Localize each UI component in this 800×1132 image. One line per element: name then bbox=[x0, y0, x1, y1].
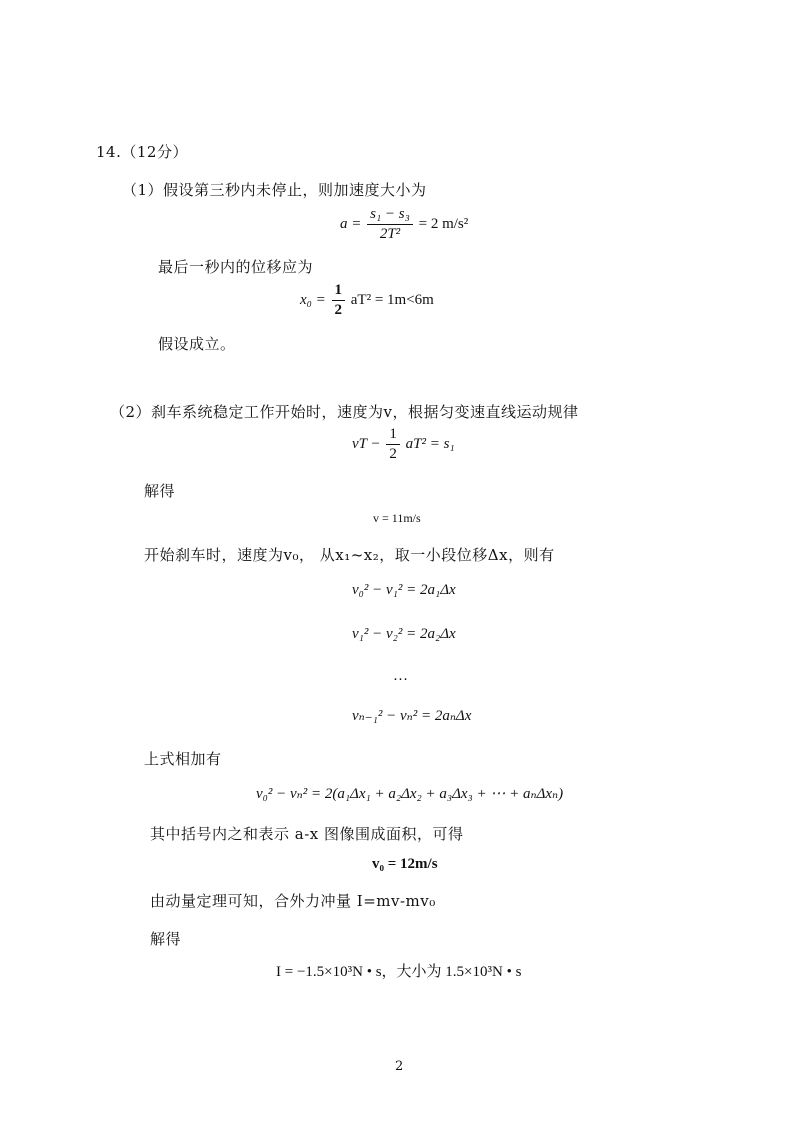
last-second-text: 最后一秒内的位移应为 bbox=[158, 258, 314, 276]
eq-a-fraction bbox=[367, 206, 413, 243]
equation-vT bbox=[352, 426, 455, 463]
eq-vT-fraction bbox=[386, 426, 400, 463]
eq-x0-fraction bbox=[332, 282, 346, 319]
equation-sum: v₀² − vₙ² = 2(a₁Δx₁ + a₂Δx₂ + a₃Δx₃ + ⋯ + aₙΔxₙ) bbox=[256, 786, 564, 802]
equation-acceleration bbox=[340, 206, 468, 243]
eq-x0-rhs: aT² = 1m<6m bbox=[350, 291, 434, 308]
eq-vT-rhs: aT² = s₁ bbox=[405, 435, 455, 452]
question-heading: 14.（12分） bbox=[96, 143, 188, 161]
eq-a-numerator: s₁ − s₃ bbox=[367, 206, 413, 225]
eq-vT-denominator: 2 bbox=[389, 446, 397, 462]
area-text: 其中括号内之和表示 a-x 图像围成面积，可得 bbox=[150, 825, 464, 843]
braking-text: 开始刹车时，速度为v₀， 从x₁~x₂，取一小段位移Δx，则有 bbox=[144, 546, 555, 564]
momentum-text: 由动量定理可知，合外力冲量 I=mv-mv₀ bbox=[150, 892, 436, 910]
eq-x0-lhs: x₀ = bbox=[300, 291, 326, 308]
eq-x0-denominator: 2 bbox=[334, 302, 342, 318]
sum-text: 上式相加有 bbox=[144, 750, 222, 768]
solve-text-1: 解得 bbox=[144, 482, 176, 500]
eq-a-denominator: 2T² bbox=[379, 226, 401, 242]
part2-intro: （2）刹车系统稳定工作开始时，速度为v，根据匀变速直线运动规律 bbox=[110, 403, 579, 421]
page-number: 2 bbox=[395, 1059, 404, 1074]
equation-v1-v2: v₁² − v₂² = 2a₂Δx bbox=[352, 626, 456, 642]
eq-vT-lhs: vT − bbox=[352, 435, 381, 452]
equation-v0-v1: v₀² − v₁² = 2a₁Δx bbox=[352, 582, 456, 598]
eq-vT-numerator: 1 bbox=[386, 426, 400, 445]
eq-x0-numerator: 1 bbox=[332, 282, 346, 301]
equation-v: v = 11m/s bbox=[373, 511, 421, 525]
solve-text-2: 解得 bbox=[150, 930, 182, 948]
part1-conclusion: 假设成立。 bbox=[158, 335, 236, 353]
eq-a-rhs: = 2 m/s² bbox=[418, 215, 469, 232]
equation-impulse: I = −1.5×10³N • s，大小为 1.5×10³N • s bbox=[276, 964, 522, 980]
part1-intro: （1）假设第三秒内未停止，则加速度大小为 bbox=[122, 181, 427, 199]
eq-a-lhs: a = bbox=[340, 215, 362, 232]
equation-x0 bbox=[300, 282, 434, 319]
equation-v0-result: v₀ = 12m/s bbox=[372, 856, 438, 872]
equation-vn: vₙ₋₁² − vₙ² = 2aₙΔx bbox=[352, 708, 472, 724]
equation-ellipsis: … bbox=[393, 668, 408, 684]
